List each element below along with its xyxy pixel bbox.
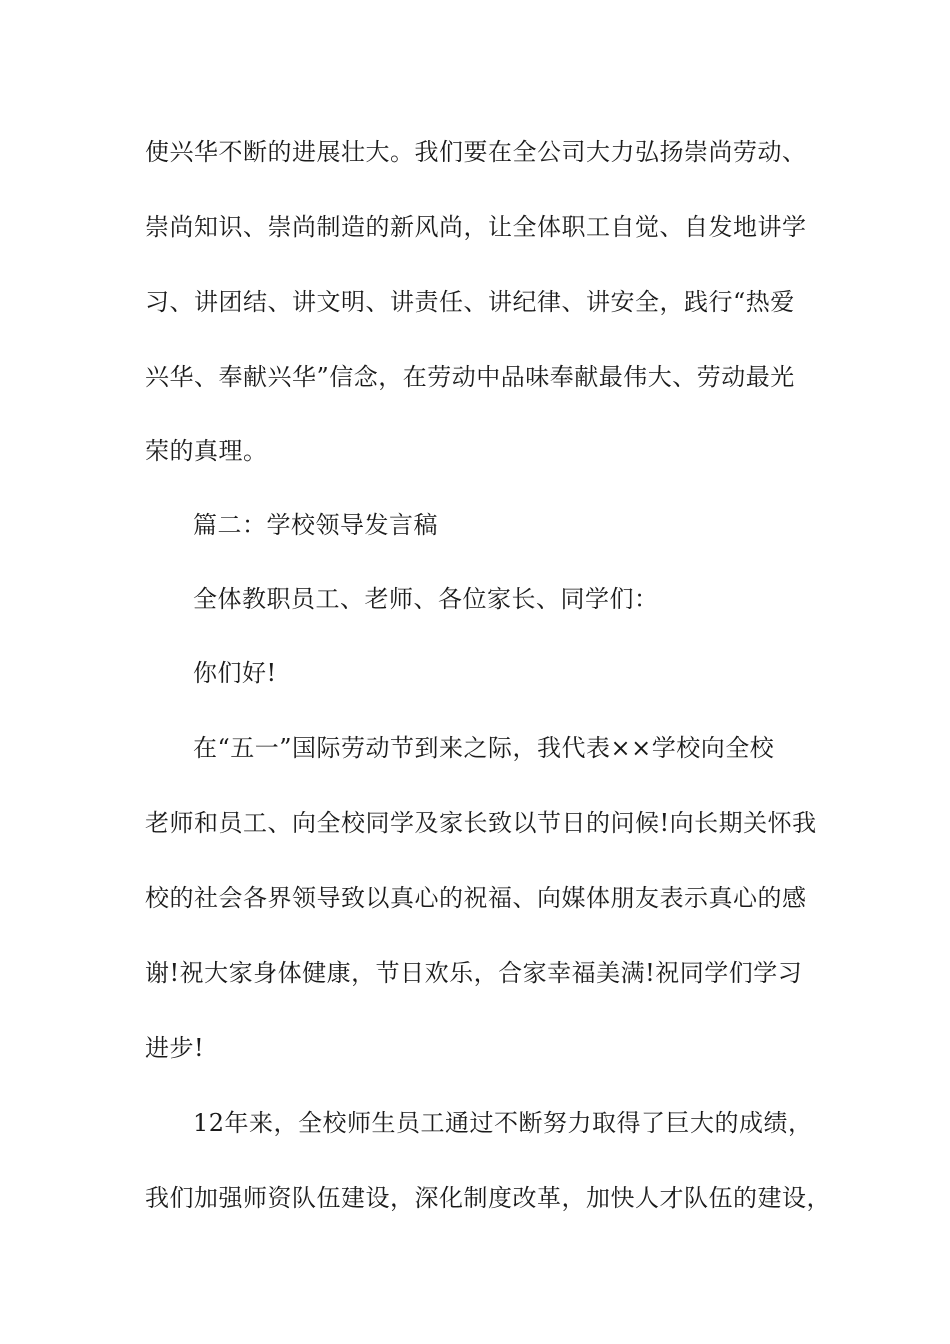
paragraph-line-4: 兴华、奉献兴华”信念，在劳动中品味奉献最伟大、劳动最光 bbox=[145, 363, 795, 391]
paragraph-line-5: 荣的真理。 bbox=[145, 437, 268, 465]
paragraph-line-12: 谢!祝大家身体健康，节日欢乐，合家幸福美满!祝同学们学习 bbox=[145, 959, 803, 987]
paragraph-line-2: 崇尚知识、崇尚制造的新风尚，让全体职工自觉、自发地讲学 bbox=[145, 213, 807, 241]
salutation-line: 全体教职员工、老师、各位家长、同学们： bbox=[193, 585, 659, 613]
paragraph-line-1: 使兴华不断的进展壮大。我们要在全公司大力弘扬崇尚劳动、 bbox=[145, 138, 807, 166]
greeting-line: 你们好! bbox=[193, 659, 277, 687]
paragraph-line-10: 老师和员工、向全校同学及家长致以节日的问候!向长期关怀我 bbox=[145, 809, 817, 837]
section-heading: 篇二：学校领导发言稿 bbox=[193, 511, 438, 539]
paragraph-line-3: 习、讲团结、讲文明、讲责任、讲纪律、讲安全，践行“热爱 bbox=[145, 288, 795, 316]
paragraph-line-15: 我们加强师资队伍建设，深化制度改革，加快人才队伍的建设， bbox=[145, 1184, 831, 1212]
paragraph-line-9: 在“五一”国际劳动节到来之际，我代表××学校向全校 bbox=[193, 734, 775, 762]
paragraph-line-11: 校的社会各界领导致以真心的祝福、向媒体朋友表示真心的感 bbox=[145, 884, 807, 912]
paragraph-line-13: 进步! bbox=[145, 1034, 205, 1062]
paragraph-line-14: 12年来，全校师生员工通过不断努力取得了巨大的成绩， bbox=[193, 1109, 813, 1137]
